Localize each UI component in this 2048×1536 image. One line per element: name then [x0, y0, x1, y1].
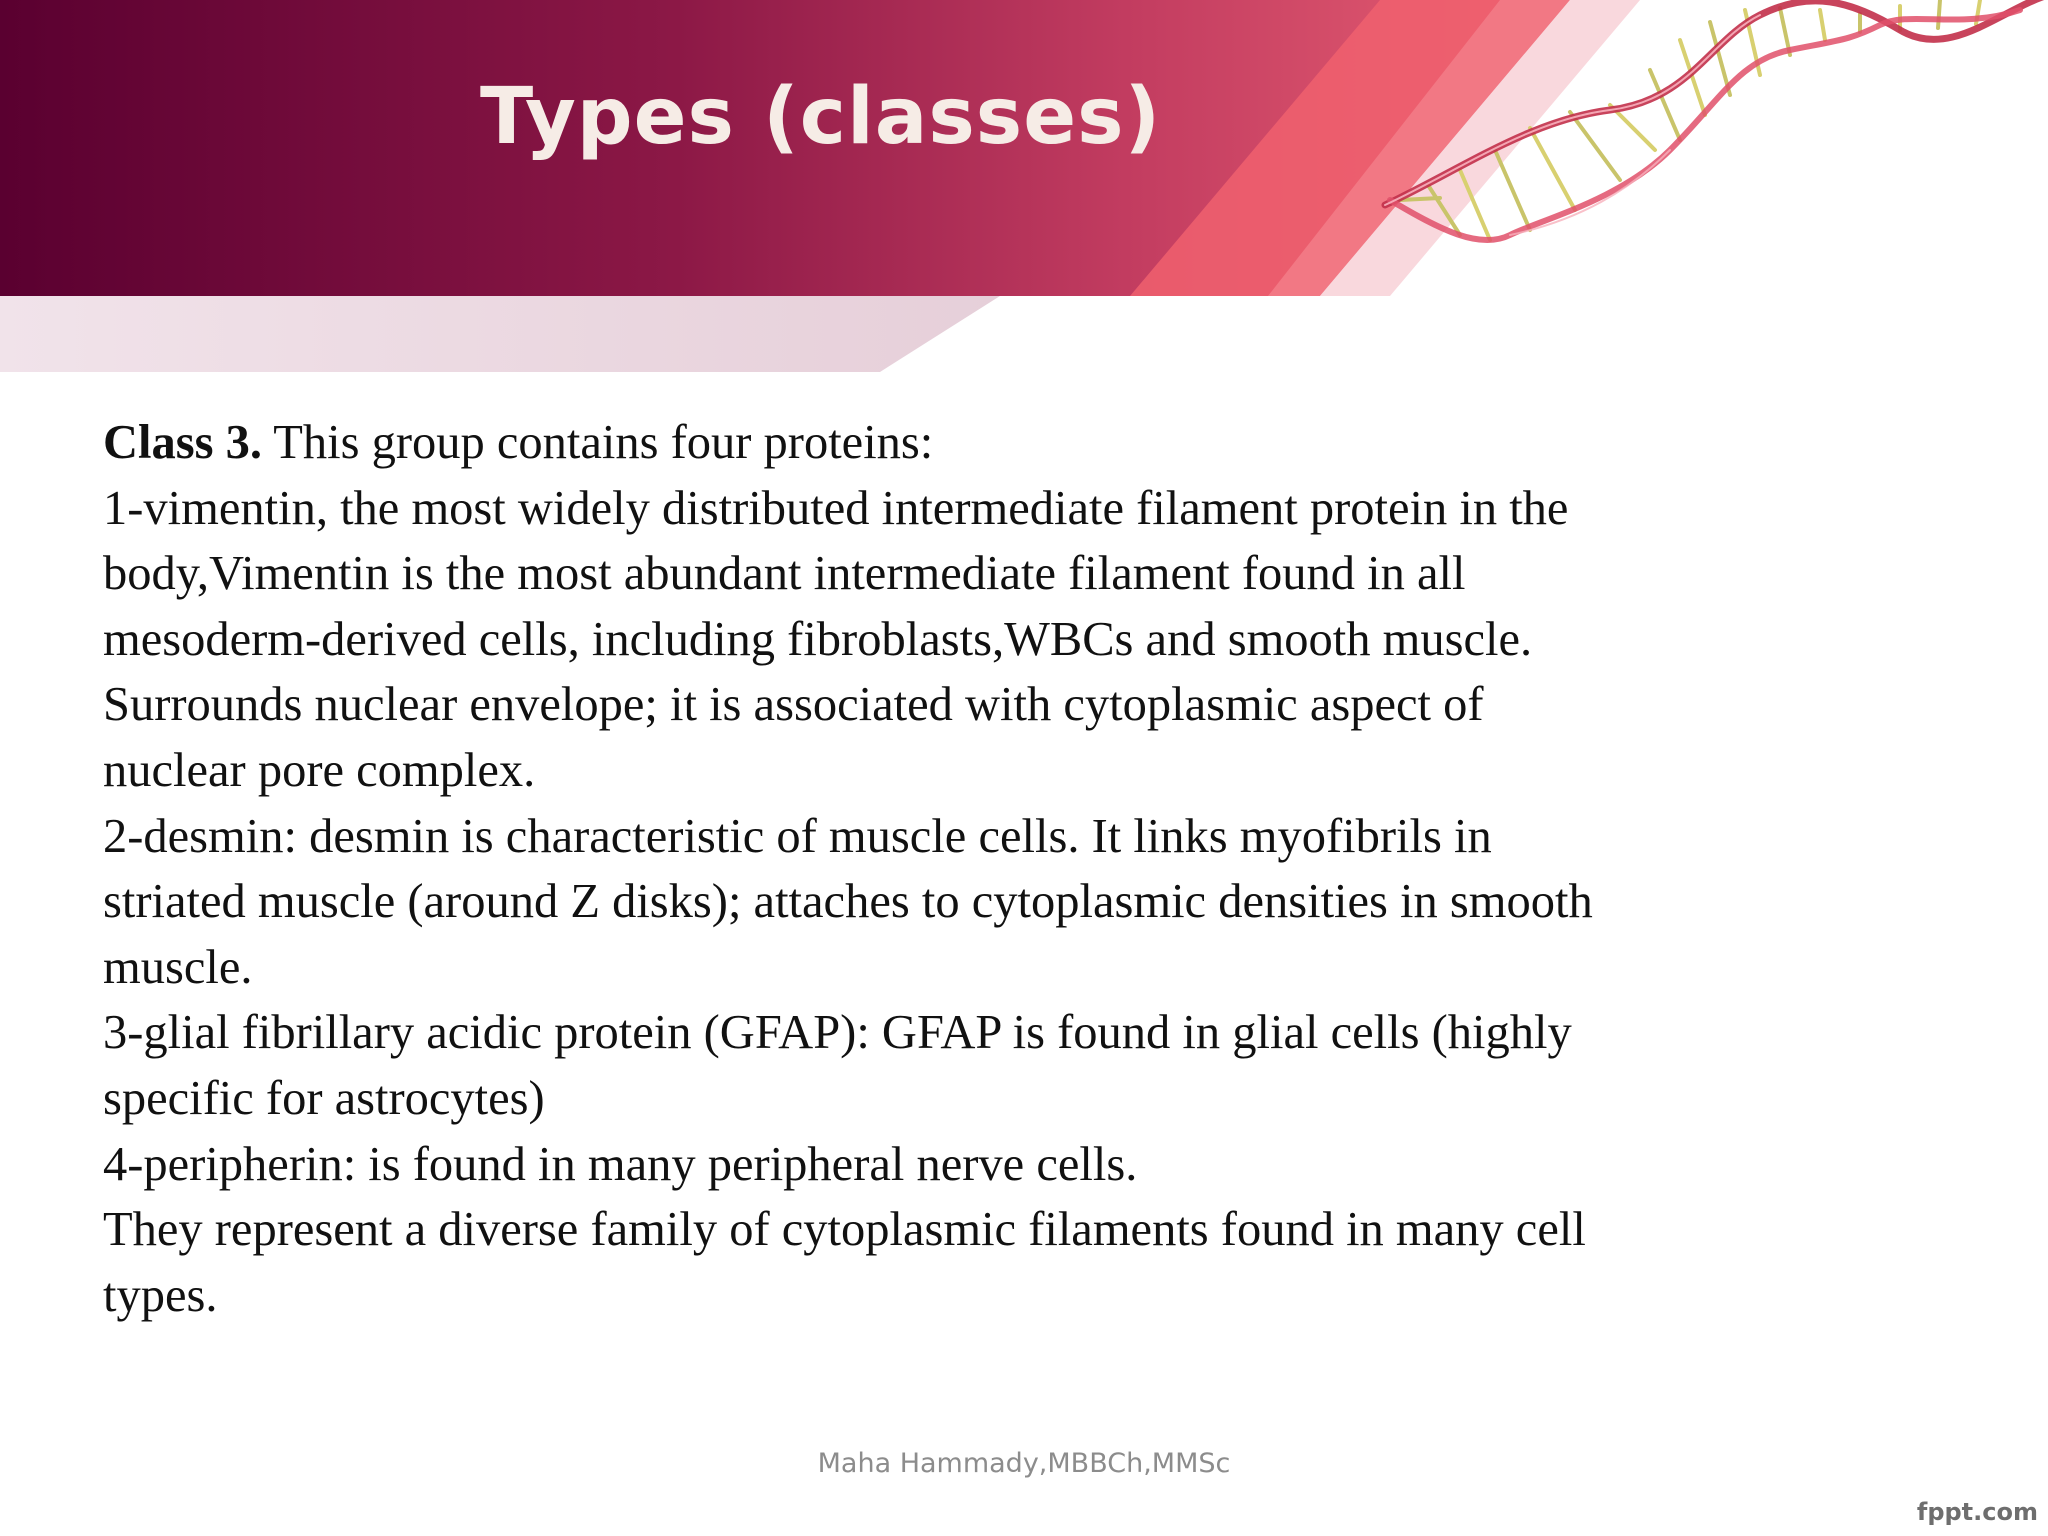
body-line: 4-peripherin: is found in many peripheral nerve cells.	[103, 1137, 1138, 1191]
body-line: 3-glial fibrillary acidic protein (GFAP): GFAP is found in glial cells (highly	[103, 1006, 1572, 1060]
body-line: They represent a diverse family of cytoplasmic filaments found in many cell	[103, 1203, 1586, 1257]
dna-helix-icon	[1380, 0, 2048, 300]
body-line: mesoderm-derived cells, including fibroblasts,WBCs and smooth muscle.	[103, 612, 1533, 666]
body-line: muscle.	[103, 940, 253, 994]
body-line: Class 3. This group contains four proteins:	[103, 416, 934, 469]
watermark-logo: fppt.com	[1916, 1498, 2038, 1526]
class-heading: Class 3.	[103, 416, 262, 469]
body-line: body,Vimentin is the most abundant intermediate filament found in all	[103, 547, 1466, 601]
slide-body	[103, 410, 1753, 1328]
body-line: nuclear pore complex.	[103, 743, 536, 797]
body-line: striated muscle (around Z disks); attaches to cytoplasmic densities in smooth	[103, 875, 1593, 929]
slide-title: Types (classes)	[480, 72, 1162, 162]
slide-footer: Maha Hammady,MBBCh,MMSc	[817, 1448, 1231, 1479]
body-line: specific for astrocytes)	[103, 1071, 545, 1125]
body-line: 2-desmin: desmin is characteristic of muscle cells. It links myofibrils in	[103, 809, 1492, 863]
body-line: Surrounds nuclear envelope; it is associated with cytoplasmic aspect of	[103, 678, 1484, 732]
body-line: types.	[103, 1268, 218, 1322]
body-line: 1-vimentin, the most widely distributed intermediate filament protein in the	[103, 481, 1569, 535]
